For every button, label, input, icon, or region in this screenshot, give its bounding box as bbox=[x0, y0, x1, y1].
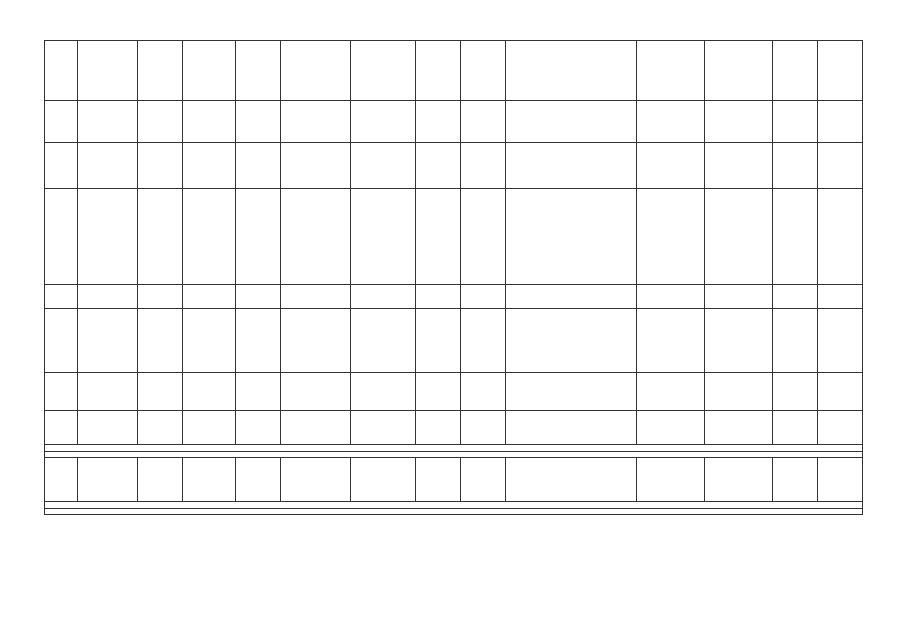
table-row bbox=[45, 411, 863, 445]
section-heading-row bbox=[45, 502, 863, 509]
cell-code bbox=[45, 101, 78, 143]
cell-consumers bbox=[637, 458, 705, 502]
cell-consumers bbox=[637, 143, 705, 189]
cell-content bbox=[281, 373, 351, 411]
cell-payment bbox=[461, 309, 506, 373]
cell-extra bbox=[818, 373, 863, 411]
cell-legal_basis bbox=[506, 189, 637, 285]
cell-code bbox=[45, 189, 78, 285]
registry-body bbox=[45, 41, 863, 515]
cell-institution_type bbox=[236, 373, 281, 411]
cell-okved bbox=[138, 458, 183, 502]
subsection-heading-row bbox=[45, 509, 863, 515]
cell-form bbox=[351, 101, 416, 143]
cell-note bbox=[773, 189, 818, 285]
cell-institution_type bbox=[236, 458, 281, 502]
cell-institution_type bbox=[236, 41, 281, 101]
cell-name bbox=[78, 373, 138, 411]
cell-okved bbox=[138, 285, 183, 309]
cell-payment bbox=[461, 189, 506, 285]
cell-note bbox=[773, 411, 818, 445]
cell-consumers bbox=[637, 411, 705, 445]
cell-name bbox=[78, 411, 138, 445]
cell-note bbox=[773, 309, 818, 373]
table-row bbox=[45, 285, 863, 309]
cell-consumers bbox=[637, 41, 705, 101]
cell-legal_basis bbox=[506, 411, 637, 445]
cell-level bbox=[183, 458, 236, 502]
cell-institution_type bbox=[236, 309, 281, 373]
cell-okved bbox=[138, 189, 183, 285]
table-row bbox=[45, 189, 863, 285]
cell-extra bbox=[818, 101, 863, 143]
cell-form bbox=[351, 309, 416, 373]
cell-form bbox=[351, 373, 416, 411]
cell-legal_basis bbox=[506, 101, 637, 143]
cell-kind bbox=[416, 285, 461, 309]
table-row bbox=[45, 101, 863, 143]
cell-code bbox=[45, 411, 78, 445]
cell-indicators bbox=[705, 309, 773, 373]
cell-institution_type bbox=[236, 189, 281, 285]
cell-indicators bbox=[705, 411, 773, 445]
section-heading bbox=[45, 445, 863, 452]
cell-code bbox=[45, 285, 78, 309]
cell-note bbox=[773, 458, 818, 502]
cell-name bbox=[78, 101, 138, 143]
cell-indicators bbox=[705, 41, 773, 101]
table-row bbox=[45, 373, 863, 411]
cell-note bbox=[773, 41, 818, 101]
cell-payment bbox=[461, 373, 506, 411]
cell-extra bbox=[818, 143, 863, 189]
cell-consumers bbox=[637, 373, 705, 411]
cell-institution_type bbox=[236, 101, 281, 143]
cell-indicators bbox=[705, 285, 773, 309]
cell-okved bbox=[138, 373, 183, 411]
cell-code bbox=[45, 458, 78, 502]
table-row bbox=[45, 309, 863, 373]
cell-content bbox=[281, 189, 351, 285]
section-heading bbox=[45, 502, 863, 509]
cell-content bbox=[281, 411, 351, 445]
cell-code bbox=[45, 309, 78, 373]
section-heading-row bbox=[45, 445, 863, 452]
table-row bbox=[45, 143, 863, 189]
cell-institution_type bbox=[236, 285, 281, 309]
cell-content bbox=[281, 143, 351, 189]
cell-payment bbox=[461, 143, 506, 189]
cell-payment bbox=[461, 458, 506, 502]
cell-indicators bbox=[705, 143, 773, 189]
cell-extra bbox=[818, 189, 863, 285]
cell-content bbox=[281, 285, 351, 309]
cell-okved bbox=[138, 411, 183, 445]
cell-indicators bbox=[705, 458, 773, 502]
cell-extra bbox=[818, 309, 863, 373]
cell-kind bbox=[416, 411, 461, 445]
cell-okved bbox=[138, 41, 183, 101]
cell-form bbox=[351, 285, 416, 309]
cell-indicators bbox=[705, 373, 773, 411]
cell-okved bbox=[138, 309, 183, 373]
table-row bbox=[45, 458, 863, 502]
cell-form bbox=[351, 41, 416, 101]
cell-name bbox=[78, 285, 138, 309]
cell-note bbox=[773, 373, 818, 411]
cell-consumers bbox=[637, 285, 705, 309]
cell-institution_type bbox=[236, 411, 281, 445]
cell-kind bbox=[416, 41, 461, 101]
cell-legal_basis bbox=[506, 309, 637, 373]
cell-level bbox=[183, 143, 236, 189]
cell-level bbox=[183, 189, 236, 285]
cell-consumers bbox=[637, 101, 705, 143]
cell-kind bbox=[416, 143, 461, 189]
cell-level bbox=[183, 41, 236, 101]
cell-level bbox=[183, 285, 236, 309]
cell-form bbox=[351, 189, 416, 285]
cell-content bbox=[281, 458, 351, 502]
cell-note bbox=[773, 285, 818, 309]
cell-name bbox=[78, 143, 138, 189]
cell-consumers bbox=[637, 309, 705, 373]
cell-institution_type bbox=[236, 143, 281, 189]
cell-content bbox=[281, 101, 351, 143]
cell-legal_basis bbox=[506, 285, 637, 309]
cell-legal_basis bbox=[506, 373, 637, 411]
cell-payment bbox=[461, 285, 506, 309]
cell-extra bbox=[818, 41, 863, 101]
cell-form bbox=[351, 143, 416, 189]
cell-okved bbox=[138, 101, 183, 143]
table-row bbox=[45, 41, 863, 101]
cell-consumers bbox=[637, 189, 705, 285]
cell-code bbox=[45, 143, 78, 189]
cell-legal_basis bbox=[506, 143, 637, 189]
cell-form bbox=[351, 458, 416, 502]
cell-note bbox=[773, 143, 818, 189]
cell-level bbox=[183, 411, 236, 445]
cell-kind bbox=[416, 309, 461, 373]
cell-name bbox=[78, 458, 138, 502]
cell-legal_basis bbox=[506, 458, 637, 502]
cell-extra bbox=[818, 285, 863, 309]
cell-code bbox=[45, 41, 78, 101]
cell-extra bbox=[818, 458, 863, 502]
cell-payment bbox=[461, 101, 506, 143]
cell-payment bbox=[461, 41, 506, 101]
cell-name bbox=[78, 309, 138, 373]
cell-name bbox=[78, 189, 138, 285]
cell-indicators bbox=[705, 189, 773, 285]
cell-payment bbox=[461, 411, 506, 445]
subsection-heading bbox=[45, 509, 863, 515]
cell-form bbox=[351, 411, 416, 445]
cell-content bbox=[281, 41, 351, 101]
cell-level bbox=[183, 101, 236, 143]
cell-content bbox=[281, 309, 351, 373]
cell-extra bbox=[818, 411, 863, 445]
cell-kind bbox=[416, 458, 461, 502]
services-registry-table bbox=[44, 40, 863, 515]
cell-code bbox=[45, 373, 78, 411]
cell-name bbox=[78, 41, 138, 101]
cell-legal_basis bbox=[506, 41, 637, 101]
cell-kind bbox=[416, 189, 461, 285]
cell-note bbox=[773, 101, 818, 143]
cell-okved bbox=[138, 143, 183, 189]
cell-kind bbox=[416, 373, 461, 411]
cell-level bbox=[183, 309, 236, 373]
cell-indicators bbox=[705, 101, 773, 143]
cell-kind bbox=[416, 101, 461, 143]
cell-level bbox=[183, 373, 236, 411]
